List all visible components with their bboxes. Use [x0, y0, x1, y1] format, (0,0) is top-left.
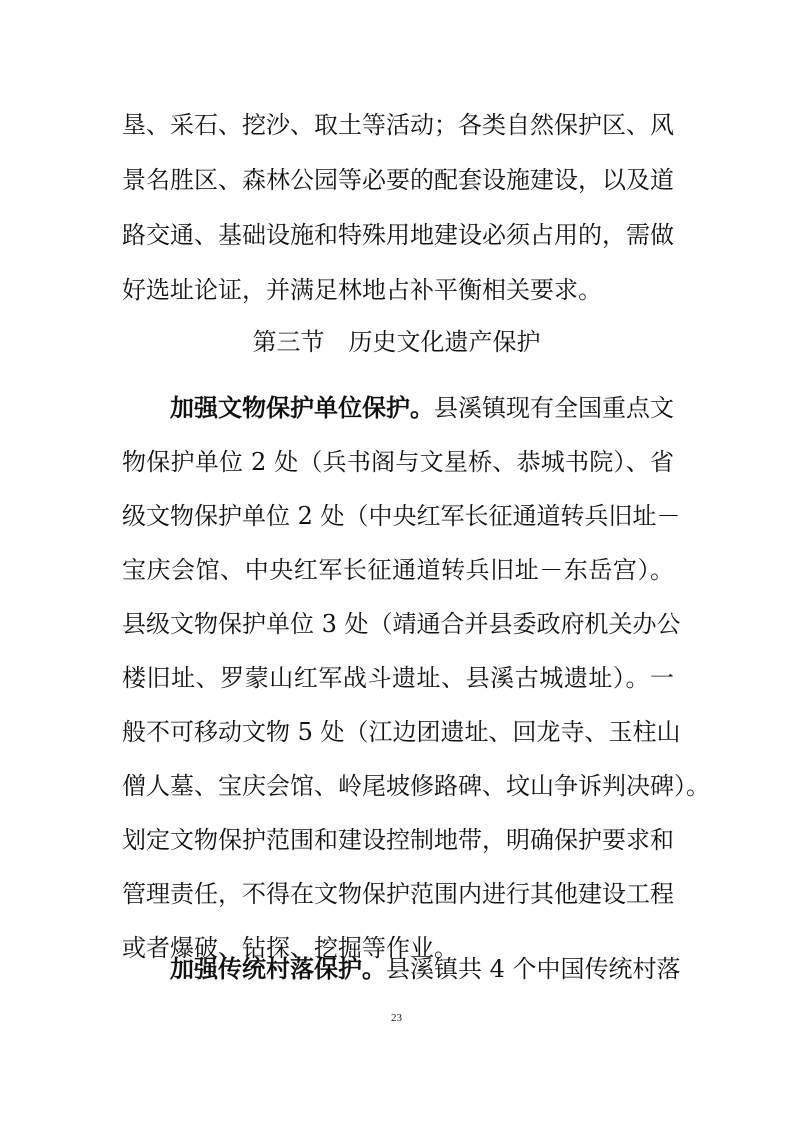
- text-line: 楼旧址、罗蒙山红军战斗遗址、县溪古城遗址）。一: [122, 664, 674, 692]
- text-line: 好选址论证，并满足林地占补平衡相关要求。: [122, 276, 602, 304]
- text-line: [170, 388, 674, 428]
- text-line: 划定文物保护范围和建设控制地带，明确保护要求和: [122, 826, 674, 854]
- text-line: 级文物保护单位 2 处（中央红军长征通道转兵旧址－: [122, 502, 681, 530]
- paragraph-text: 县溪镇现有全国重点文: [434, 394, 674, 422]
- text-line: [170, 949, 681, 989]
- text-line: 县级文物保护单位 3 处（靖通合并县委政府机关办公: [122, 610, 681, 638]
- paragraph-lead: 加强文物保护单位保护。: [170, 393, 434, 422]
- paragraph-lead: 加强传统村落保护。: [170, 954, 386, 983]
- text-line: 僧人墓、宝庆会馆、岭尾坡修路碑、坟山争诉判决碑）。: [122, 772, 710, 800]
- text-line: 物保护单位 2 处（兵书阁与文星桥、恭城书院）、省: [122, 448, 674, 476]
- section-title: 历史文化遗产保护: [348, 328, 541, 356]
- text-line: 般不可移动文物 5 处（江边团遗址、回龙寺、玉柱山: [122, 718, 681, 746]
- text-line: 路交通、基础设施和特殊用地建设必须占用的，需做: [122, 221, 674, 249]
- paragraph-text: 县溪镇共 4 个中国传统村落: [386, 955, 681, 983]
- text-line: 宝庆会馆、中央红军长征通道转兵旧址－东岳宫）。: [122, 556, 674, 584]
- section-heading: [0, 322, 793, 362]
- text-line: 景名胜区、森林公园等必要的配套设施建设，以及道: [122, 166, 674, 194]
- text-line: 或者爆破、钻探、挖掘等作业。: [122, 934, 458, 962]
- text-line: 垦、采石、挖沙、取土等活动；各类自然保护区、风: [122, 111, 674, 139]
- text-line: 管理责任，不得在文物保护范围内进行其他建设工程: [122, 880, 674, 908]
- page-number: 23: [391, 1012, 402, 1024]
- section-number: 第三节: [252, 328, 325, 356]
